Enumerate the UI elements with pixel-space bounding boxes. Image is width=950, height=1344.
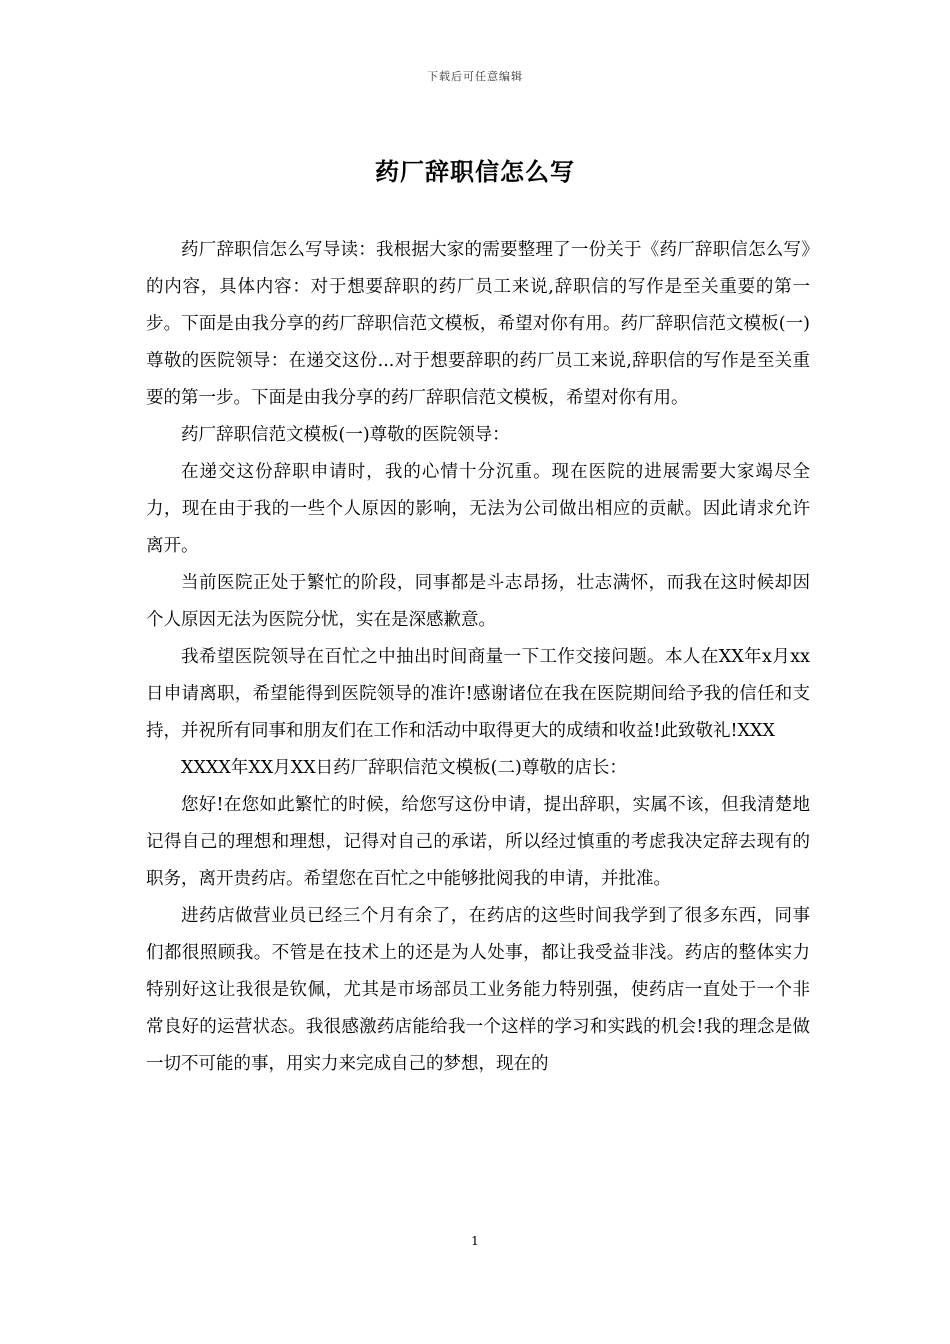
paragraph-intro: 药厂辞职信怎么写导读：我根据大家的需要整理了一份关于《药厂辞职信怎么写》的内容，具体内容：对于想要辞职的药厂员工来说,辞职信的写作是至关重要的第一步。下面是由我分享的药厂辞职信范文模板，希望对你有用。药厂辞职信范文模板(一)尊敬的医院领导：在递交这份...对于想要辞职的药厂员工来说,辞职信的写作是至关重要的第一步。下面是由我分享的药厂辞职信范文模板，希望对你有用。 xyxy=(146,240,810,408)
page-number: 1 xyxy=(471,1234,479,1248)
paragraph-template-one-heading: 药厂辞职信范文模板(一)尊敬的医院领导： xyxy=(181,425,510,445)
header-note: 下载后可任意编辑 xyxy=(427,70,523,83)
paragraph: 在递交这份辞职申请时，我的心情十分沉重。现在医院的进展需要大家竭尽全力，现在由于我的一些个人原因的影响，无法为公司做出相应的贡献。因此请求允许离开。 xyxy=(146,462,810,556)
paragraph: 进药店做营业员已经三个月有余了，在药店的这些时间我学到了很多东西，同事们都很照顾我。不管是在技术上的还是为人处事，都让我受益非浅。药店的整体实力特别好这让我很是钦佩，尤其是市场部员工业务能力特别强，使药店一直处于一个非常良好的运营状态。我很感激药店能给我一个这样的学习和实践的机会!我的理念是做一切不可能的事，用实力来完成自己的梦想，现在的 xyxy=(146,906,810,1074)
paragraph: 我希望医院领导在百忙之中抽出时间商量一下工作交接问题。本人在XX年x月xx日申请离职，希望能得到医院领导的准许!感谢诸位在我在医院期间给予我的信任和支持，并祝所有同事和朋友们在工作和活动中取得更大的成绩和收益!此致敬礼!XXX xyxy=(146,647,810,741)
paragraph: 您好!在您如此繁忙的时候，给您写这份申请，提出辞职，实属不该，但我清楚地记得自己的理想和理想，记得对自己的承诺，所以经过慎重的考虑我决定辞去现有的职务，离开贵药店。希望您在百忙之中能够批阅我的申请，并批准。 xyxy=(146,795,810,889)
document-title: 药厂辞职信怎么写 xyxy=(375,157,575,186)
paragraph-template-two-heading: XXXX年XX月XX日药厂辞职信范文模板(二)尊敬的店长： xyxy=(181,758,627,778)
document-body xyxy=(146,232,810,1083)
paragraph: 当前医院正处于繁忙的阶段，同事都是斗志昂扬，壮志满怀，而我在这时候却因个人原因无法为医院分忧，实在是深感歉意。 xyxy=(146,573,810,630)
